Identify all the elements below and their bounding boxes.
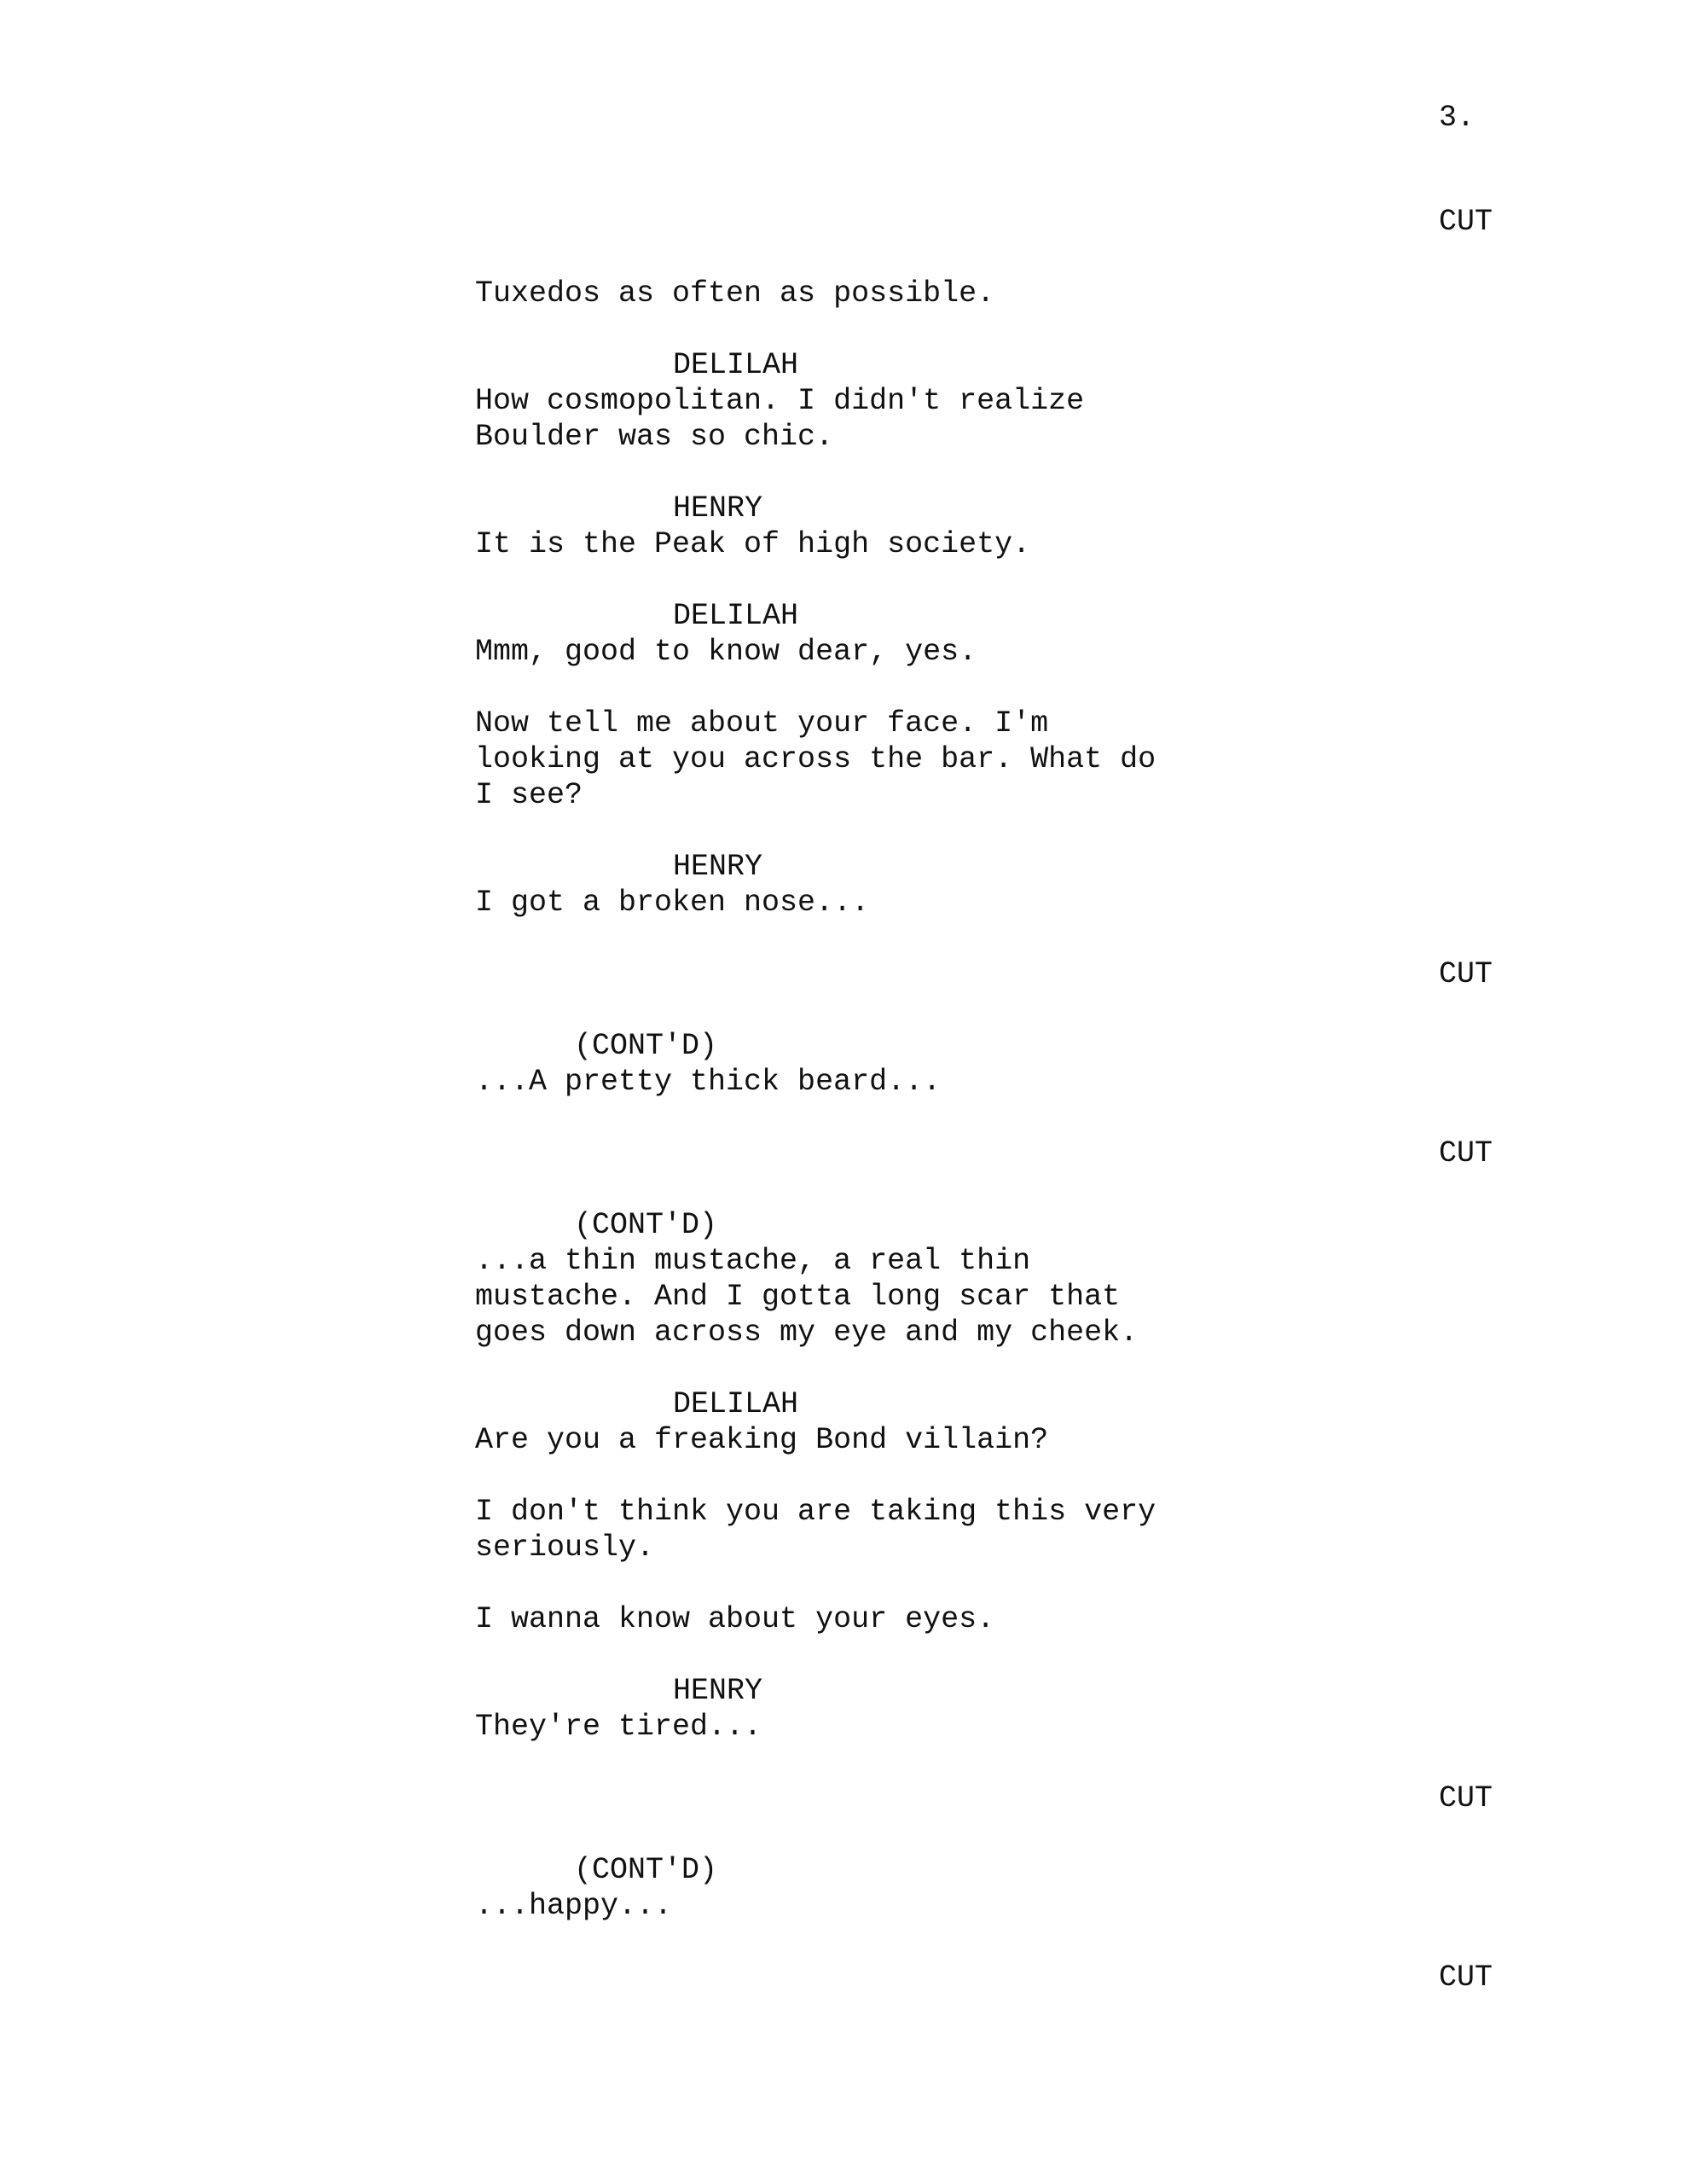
dialogue-line: Mmm, good to know dear, yes. [475, 635, 977, 669]
transition-cut: CUT [1439, 1136, 1493, 1170]
character-name: HENRY [673, 850, 763, 884]
transition-cut: CUT [1439, 1781, 1493, 1815]
dialogue-line: ...a thin mustache, a real thin [475, 1244, 1031, 1278]
dialogue-line: seriously. [475, 1531, 655, 1565]
character-name: DELILAH [673, 599, 799, 633]
page-number: 3. [1439, 101, 1475, 135]
dialogue-line: ...A pretty thick beard... [475, 1065, 942, 1099]
character-name: HENRY [673, 491, 763, 526]
action-line: Tuxedos as often as possible. [475, 276, 995, 311]
dialogue-line: Boulder was so chic. [475, 420, 834, 454]
transition-cut: CUT [1439, 205, 1493, 239]
dialogue-line: I wanna know about your eyes. [475, 1602, 995, 1636]
transition-cut: CUT [1439, 1960, 1493, 1995]
character-name: DELILAH [673, 348, 799, 382]
dialogue-line: I got a broken nose... [475, 886, 870, 920]
dialogue-line: Now tell me about your face. I'm [475, 706, 1049, 741]
dialogue-line: I don't think you are taking this very [475, 1495, 1157, 1529]
character-name: DELILAH [673, 1387, 799, 1421]
dialogue-line: ...happy... [475, 1889, 673, 1923]
dialogue-line: How cosmopolitan. I didn't realize [475, 384, 1085, 418]
dialogue-line: They're tired... [475, 1710, 762, 1744]
dialogue-line: I see? [475, 778, 583, 812]
dialogue-line: It is the Peak of high society. [475, 527, 1031, 561]
parenthetical: (CONT'D) [574, 1208, 718, 1242]
transition-cut: CUT [1439, 957, 1493, 991]
dialogue-line: looking at you across the bar. What do [475, 742, 1157, 776]
dialogue-line: Are you a freaking Bond villain? [475, 1423, 1049, 1457]
character-name: HENRY [673, 1674, 763, 1708]
dialogue-line: goes down across my eye and my cheek. [475, 1316, 1139, 1350]
parenthetical: (CONT'D) [574, 1853, 718, 1887]
parenthetical: (CONT'D) [574, 1029, 718, 1063]
dialogue-line: mustache. And I gotta long scar that [475, 1280, 1121, 1314]
